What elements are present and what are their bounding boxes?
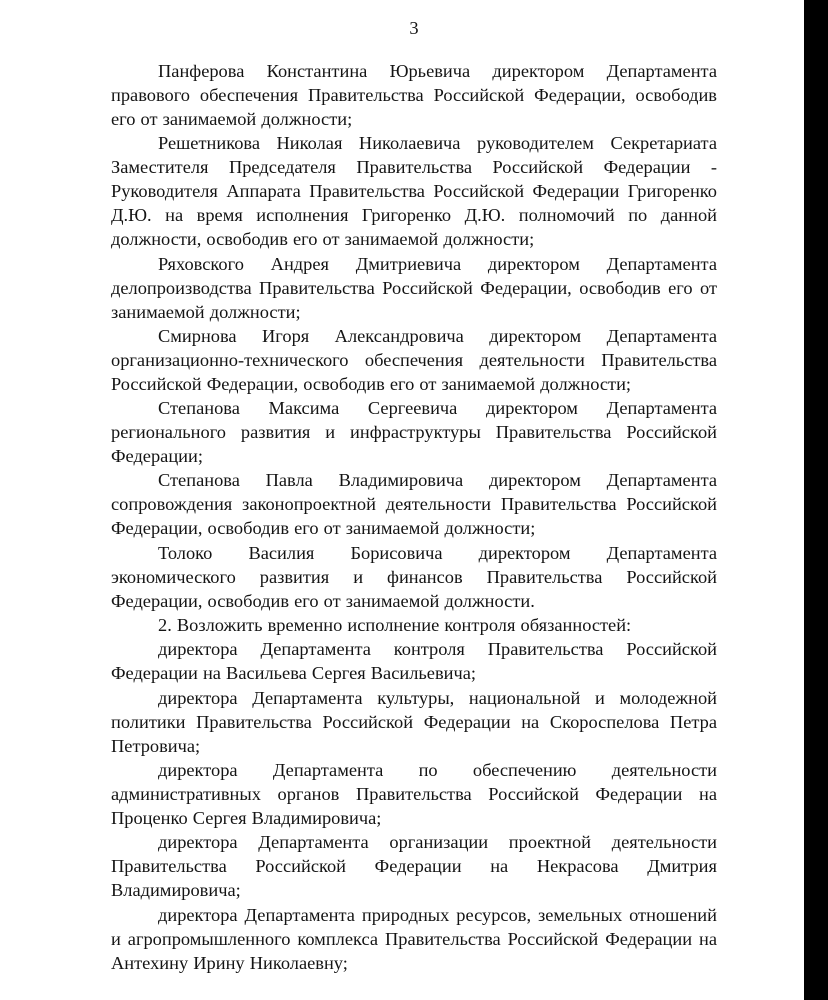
paragraph-ryakhovsky: Ряховского Андрея Дмитриевича директором Департамента делопроизводства Правительства Российской Федерации, освободив его от занимаемой должности; — [111, 253, 717, 322]
paragraph-toloko: Толоко Василия Борисовича директором Департамента экономического развития и финансов Правительства Российской Федерации, освободив его от занимаемой должности. — [111, 542, 717, 611]
paragraph-stepanov-maksim: Степанова Максима Сергеевича директором Департамента регионального развития и инфраструктуры Правительства Российской Федерации; — [111, 398, 717, 467]
paragraph-stepanov-pavel: Степанова Павла Владимировича директором Департамента сопровождения законопроектной деятельности Правительства Российской Федерации, освободив его от занимаемой должности; — [111, 470, 717, 539]
paragraph-dept-culture: директора Департамента культуры, национальной и молодежной политики Правительства Российской Федерации на Скороспелова Петра Петровича; — [111, 687, 717, 756]
paragraph-panferov: Панферова Константина Юрьевича директором Департамента правового обеспечения Правительства Российской Федерации, освободив его от занимаемой должности; — [111, 61, 717, 129]
paragraph-dept-control: директора Департамента контроля Правительства Российской Федерации на Васильева Сергея Васильевича; — [111, 639, 717, 684]
paragraph-reshetnikov: Решетникова Николая Николаевича руководителем Секретариата Заместителя Председателя Правительства Российской Федерации - Руководителя Аппарата Правительства Российской Федерации Григоренко Д.Ю. на время исполнения Григоренко Д.Ю. полномочий по данной должности, освободив его от занимаемой должности; — [111, 133, 717, 250]
paragraph-smirnov: Смирнова Игоря Александровича директором Департамента организационно-технического обеспечения деятельности Правительства Российской Федерации, освободив его от занимаемой должности; — [111, 325, 717, 394]
document-body — [111, 59, 717, 975]
paragraph-dept-natural-resources: директора Департамента природных ресурсов, земельных отношений и агропромышленного комплекса Правительства Российской Федерации на Антехину Ирину Николаевну; — [111, 904, 717, 973]
page-number: 3 — [409, 18, 419, 38]
paragraph-section-2-heading: 2. Возложить временно исполнение контроля обязанностей: — [158, 615, 632, 636]
paragraph-dept-project: директора Департамента организации проектной деятельности Правительства Российской Федерации на Некрасова Дмитрия Владимировича; — [111, 832, 717, 901]
paragraph-dept-administrative: директора Департамента по обеспечению деятельности административных органов Правительства Российской Федерации на Проценко Сергея Владимировича; — [111, 759, 717, 828]
screen-edge-border — [804, 0, 828, 1000]
